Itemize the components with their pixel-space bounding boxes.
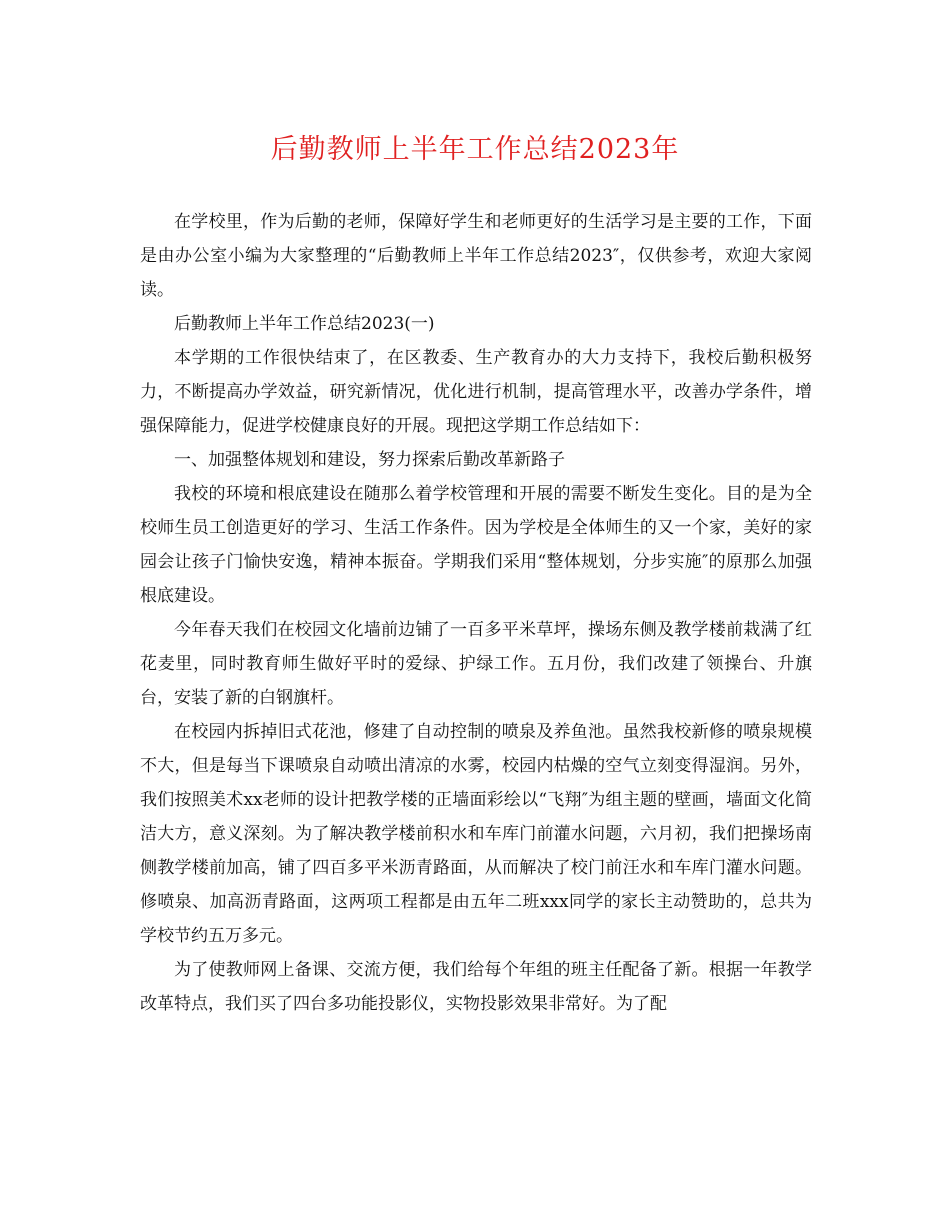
paragraph-overview: 本学期的工作很快结束了，在区教委、生产教育办的大力支持下，我校后勤积极努力，不断提高办学效益，研究新情况，优化进行机制，提高管理水平，改善办学条件，增强保障能力，促进学校健康良好的开展。现把这学期工作总结如下： [140,348,812,436]
document-title: 后勤教师上半年工作总结2023年 [270,134,680,165]
paragraph-fountain: 在校园内拆掉旧式花池，修建了自动控制的喷泉及养鱼池。虽然我校新修的喷泉规模不大，但是每当下课喷泉自动喷出清凉的水雾，校园内枯燥的空气立刻变得湿润。另外，我们按照美术xx老师的设计把教学楼的正墙面彩绘以“飞翔″为组主题的壁画，墙面文化简洁大方，意义深刻。为了解决教学楼前积水和车库门前灌水问题，六月初，我们把操场南侧教学楼前加高，铺了四百多平米沥青路面，从而解决了校门前汪水和车库门灌水问题。修喷泉、加高沥青路面，这两项工程都是由五年二班xxx同学的家长主动赞助的，总共为学校节约五万多元。 [140,722,812,946]
document-body [140,205,812,1021]
paragraph-intro: 在学校里，作为后勤的老师，保障好学生和老师更好的生活学习是主要的工作，下面是由办公室小编为大家整理的“后勤教师上半年工作总结2023″，仅供参考，欢迎大家阅读。 [140,212,812,300]
paragraph-environment: 我校的环境和根底建设在随那么着学校管理和开展的需要不断发生变化。目的是为全校师生员工创造更好的学习、生活工作条件。因为学校是全体师生的又一个家，美好的家园会让孩子门愉快安逸，精神本振奋。学期我们采用“整体规划，分步实施″的原那么加强根底建设。 [140,484,812,606]
section-heading-planning: 一、加强整体规划和建设，努力探索后勤改革新路子 [174,450,565,470]
paragraph-spring-works: 今年春天我们在校园文化墙前边铺了一百多平米草坪，操场东侧及教学楼前栽满了红花麦里，同时教育师生做好平时的爱绿、护绿工作。五月份，我们改建了领操台、升旗台，安装了新的白钢旗杆。 [140,620,812,708]
section-heading-part-one: 后勤教师上半年工作总结2023(一) [174,314,435,334]
paragraph-equipment: 为了使教师网上备课、交流方便，我们给每个年组的班主任配备了新。根据一年教学改革特点，我们买了四台多功能投影仪，实物投影效果非常好。为了配 [140,960,812,1014]
